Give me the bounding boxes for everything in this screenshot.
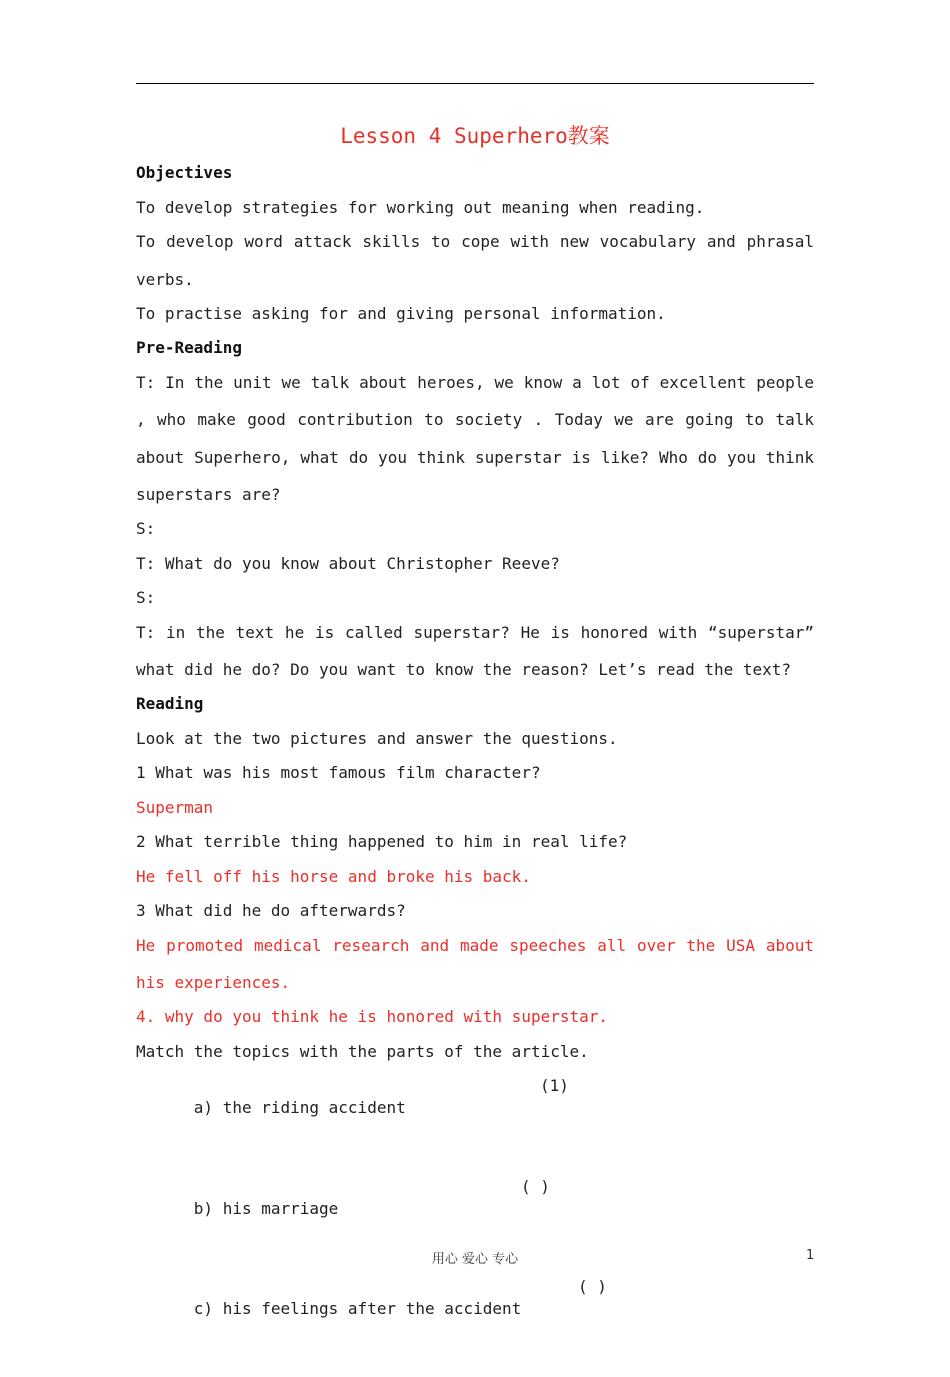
header-rule <box>136 83 814 84</box>
match-topic: b) his marriage <box>193 1198 339 1218</box>
objective-item: To develop strategies for working out meaning when reading. <box>136 197 705 217</box>
section-heading-objectives: Objectives <box>136 163 233 182</box>
reading-intro: Look at the two pictures and answer the questions. <box>136 728 618 748</box>
page-footer: 用心 爱心 专心 <box>431 1252 519 1267</box>
document-body <box>136 162 814 1377</box>
answer: He fell off his horse and broke his back. <box>136 866 531 886</box>
match-blank: ( ) <box>521 1176 550 1196</box>
student-line: S: <box>136 588 156 607</box>
section-heading-reading: Reading <box>136 694 204 713</box>
match-topic: c) his feelings after the accident <box>193 1299 522 1318</box>
question: 4. why do you think he is honored with superstar. <box>136 1007 609 1026</box>
section-heading-pre-reading: Pre-Reading <box>136 338 242 357</box>
match-row <box>136 1276 814 1364</box>
student-line: S: <box>136 519 156 538</box>
question: 3 What did he do afterwards? <box>136 901 406 920</box>
page-number: 1 <box>806 1248 815 1263</box>
question: 1 What was his most famous film character? <box>136 763 541 782</box>
answer: Superman <box>136 797 214 817</box>
teacher-line: T: What do you know about Christopher Reeve? <box>136 553 560 573</box>
teacher-line: T: in the text he is called superstar? He is honored with “superstar” what did he do? Do you want to know the reason? Let’s read the text? <box>136 622 814 679</box>
match-blank: (1) <box>540 1076 569 1095</box>
answer: He promoted medical research and made speeches all over the USA about his experiences. <box>136 935 814 992</box>
page-title: Lesson 4 Superhero教案 <box>340 124 610 148</box>
teacher-line: T: In the unit we talk about heroes, we know a lot of excellent people , who make good contribution to society . Today we are going to talk about Superhero, what do you think superstar is like? Who do you think superstars are? <box>136 372 814 504</box>
match-blank: ( ) <box>578 1277 607 1296</box>
match-intro: Match the topics with the parts of the article. <box>136 1041 589 1061</box>
objective-item: To develop word attack skills to cope with new vocabulary and phrasal verbs. <box>136 232 814 289</box>
objective-item: To practise asking for and giving personal information. <box>136 303 666 323</box>
match-topic: a) the riding accident <box>193 1098 406 1117</box>
match-row <box>136 1075 814 1163</box>
question: 2 What terrible thing happened to him in real life? <box>136 832 628 851</box>
